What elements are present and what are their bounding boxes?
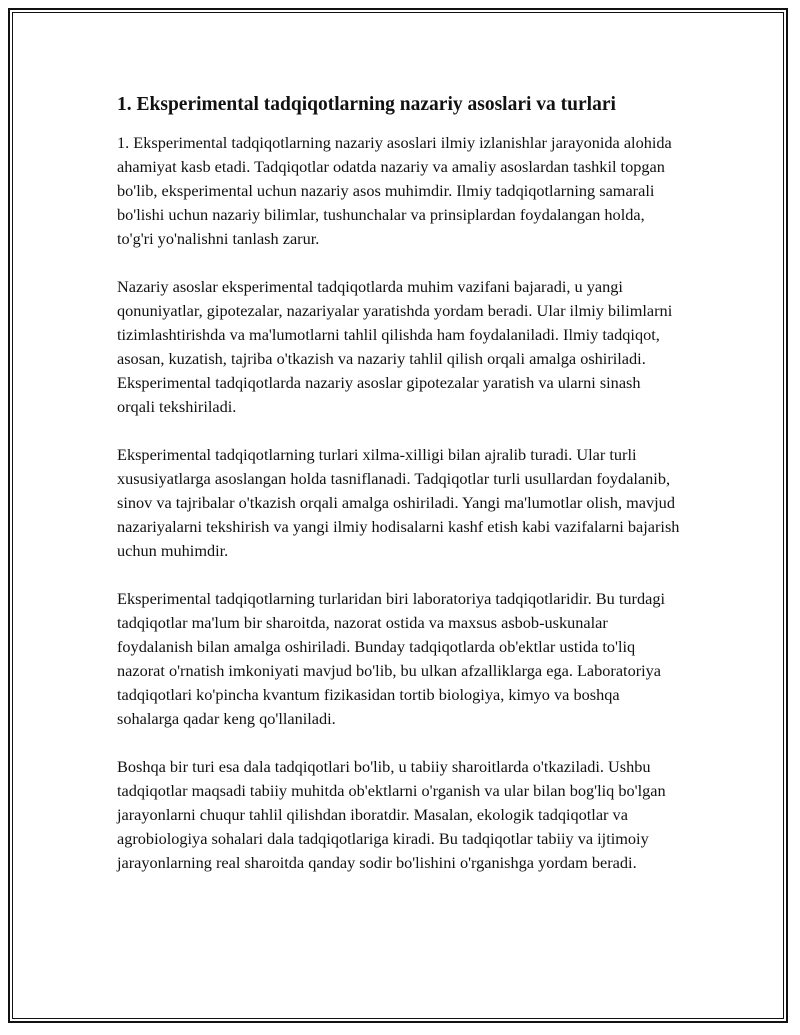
paragraph-3: Eksperimental tadqiqotlarning turlari xilma-xilligi bilan ajralib turadi. Ular turli xususiyatlarga asoslangan holda tasniflanadi. Tadqiqotlar turli usullardan foydalanib, sinov va tajribalar o'tkazish orqali amalga oshiriladi. Yangi ma'lumotlar olish, mavjud nazariyalarni tekshirish va yangi ilmiy hodisalarni kashf etish kabi vazifalarni bajarish uchun muhimdir. xyxy=(117,445,680,560)
paragraph-4: Eksperimental tadqiqotlarning turlaridan biri laboratoriya tadqiqotlaridir. Bu turdagi tadqiqotlar ma'lum bir sharoitda, nazorat ostida va maxsus asbob-uskunalar foydalanish bilan amalga oshiriladi. Bunday tadqiqotlarda ob'ektlar ustida to'liq nazorat o'rnatish imkoniyati mavjud bo'lib, bu ulkan afzalliklarga ega. Laboratoriya tadqiqotlari ko'pincha kvantum fizikasidan tortib biologiya, kimyo va boshqa sohalarga qadar keng qo'llaniladi. xyxy=(117,589,665,728)
section-heading: 1. Eksperimental tadqiqotlarning nazariy asoslari va turlari xyxy=(117,94,616,115)
paragraph-5: Boshqa bir turi esa dala tadqiqotlari bo'lib, u tabiiy sharoitlarda o'tkaziladi. Ushbu tadqiqotlar maqsadi tabiiy muhitda ob'ektlarni o'rganish va ular bilan bog'liq bo'lgan jarayonlarni chuqur tahlil qilishdan iboratdir. Masalan, ekologik tadqiqotlar va agrobiologiya sohalari dala tadqiqotlariga kiradi. Bu tadqiqotlar tabiiy va ijtimoiy jarayonlarning real sharoitda qanday sodir bo'lishini o'rganishga yordam beradi. xyxy=(117,757,666,872)
document-body xyxy=(117,92,682,899)
paragraph-2: Nazariy asoslar eksperimental tadqiqotlarda muhim vazifani bajaradi, u yangi qonuniyatlar, gipotezalar, nazariyalar yaratishda yordam beradi. Ular ilmiy bilimlarni tizimlashtirishda va ma'lumotlarni tahlil qilishda ham foydalaniladi. Ilmiy tadqiqot, asosan, kuzatish, tajriba o'tkazish va nazariy tahlil qilish orqali amalga oshiriladi. Eksperimental tadqiqotlarda nazariy asoslar gipotezalar yaratish va ularni sinash orqali tekshiriladi. xyxy=(117,277,673,416)
paragraph-1: 1. Eksperimental tadqiqotlarning nazariy asoslari ilmiy izlanishlar jarayonida alohida ahamiyat kasb etadi. Tadqiqotlar odatda nazariy va amaliy asoslardan tashkil topgan bo'lib, eksperimental uchun nazariy asos muhimdir. Ilmiy tadqiqotlarning samarali bo'lishi uchun nazariy bilimlar, tushunchalar va prinsiplardan foydalangan holda, to'g'ri yo'nalishni tanlash zarur. xyxy=(117,133,672,248)
